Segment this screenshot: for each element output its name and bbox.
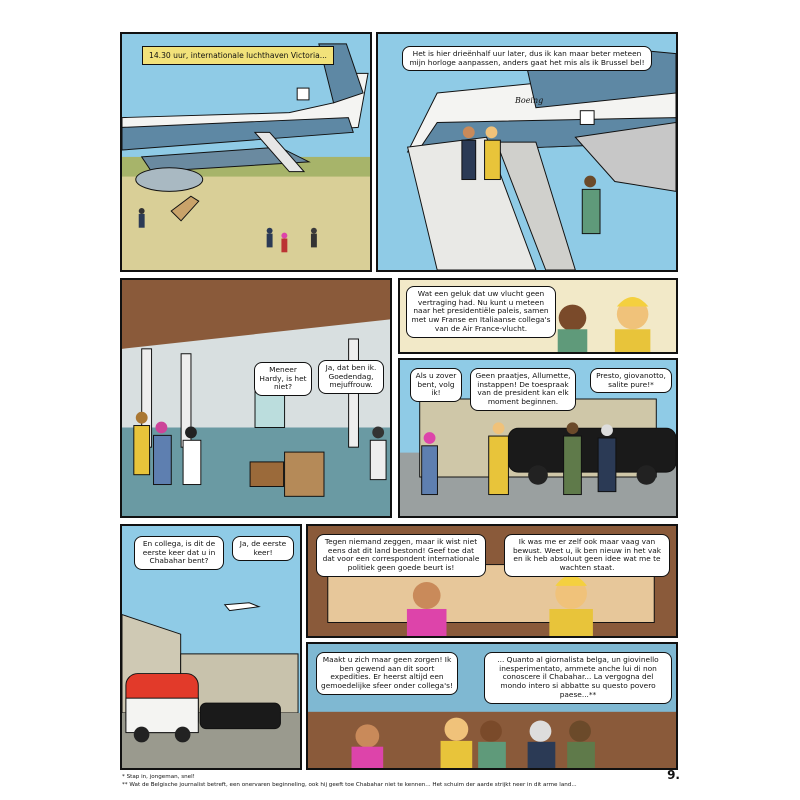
bubble-no-worries: Maakt u zich maar geen zorgen! Ik ben gewend aan dit soort expedities. Er heerst altijd een gemoedelijke sfeer onder collega's! bbox=[316, 652, 458, 695]
bubble-no-delay: Wat een geluk dat uw vlucht geen vertraging had. Nu kunt u meteen naar het presidentiële paleis, samen met uw Franse en Italiaanse collega's van de Air France-vlucht. bbox=[406, 286, 556, 338]
panel-arrival-stairs bbox=[376, 32, 678, 272]
bubble-country-unknown: Tegen niemand zeggen, maar ik wist niet eens dat dit land bestond! Geef toe dat dat voor een correspondent internationale politiek geen goede beurt is! bbox=[316, 534, 486, 577]
bubble-watch-adjust: Het is hier drieënhalf uur later, dus ik kan maar beter meteen mijn horloge aanpassen, anders gaat het mis als ik Brussel bel! bbox=[402, 46, 652, 71]
caption-time-location: 14.30 uur, internationale luchthaven Victoria... bbox=[142, 46, 334, 65]
footnote-1: * Stap in, jongeman, snel! bbox=[122, 774, 195, 780]
panel-airport-overview bbox=[120, 32, 372, 272]
bubble-italian-thought: ... Quanto al giornalista belga, un giovinello inesperimentato, ammete anche lui di non conoscere il Chabahar... La vergogna del mondo intero si abbatte su questo povero paese...** bbox=[484, 652, 672, 704]
footnote-2: ** Wat de Belgische journalist betreft, een onervaren beginneling, ook hij geeft toe Chabahar niet te kennen... Het schuim der aarde strijkt neer in dit arme land... bbox=[122, 782, 577, 788]
panel-street-van bbox=[120, 524, 302, 770]
bubble-get-in: Geen praatjes, Allumette, instappen! De toespraak van de president kan elk moment beginnen. bbox=[470, 368, 576, 411]
bubble-new-in-business: Ik was me er zelf ook maar vaag van bewust. Weet u, ik ben nieuw in het vak en ik heb absoluut geen idee wat me te wachten staat. bbox=[504, 534, 670, 577]
bubble-first-time-question: En collega, is dit de eerste keer dat u in Chabahar bent? bbox=[134, 536, 224, 570]
aircraft-livery-text: Boeing bbox=[515, 96, 544, 105]
bubble-follow: Als u zover bent, volg ik! bbox=[410, 368, 462, 402]
panel-car-wide bbox=[306, 642, 678, 770]
panel-car-conversation bbox=[306, 524, 678, 638]
panel-car-boarding bbox=[398, 358, 678, 518]
panel-greeting bbox=[398, 278, 678, 354]
bubble-presto: Presto, giovanotto, salite pure!* bbox=[590, 368, 672, 393]
bubble-hardy-answer: Ja, dat ben ik. Goedendag, mejuffrouw. bbox=[318, 360, 384, 394]
panel-terminal-interior bbox=[120, 278, 392, 518]
bubble-hardy-question: Meneer Hardy, is het niet? bbox=[254, 362, 312, 396]
bubble-first-time-answer: Ja, de eerste keer! bbox=[232, 536, 294, 561]
page-number: 9. bbox=[667, 768, 680, 782]
